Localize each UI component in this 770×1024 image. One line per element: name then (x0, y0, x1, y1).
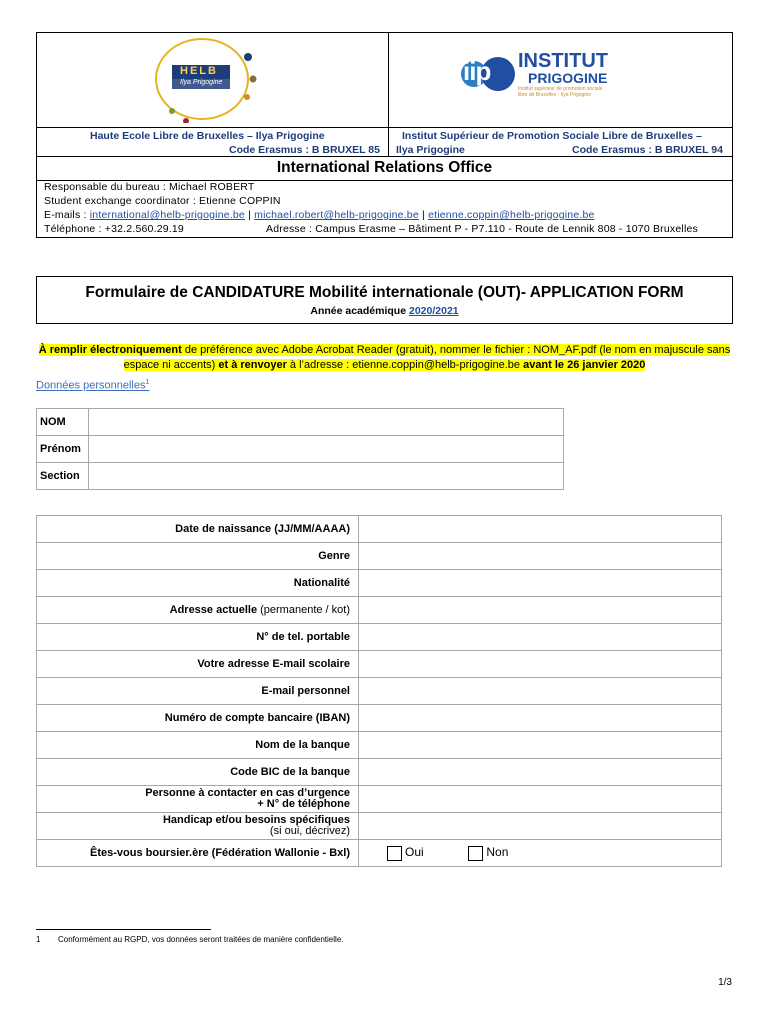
input-banque[interactable] (359, 732, 722, 759)
footnote-ref: 1 (145, 379, 150, 386)
input-iban[interactable] (359, 705, 722, 732)
form-title: Formulaire de CANDIDATURE Mobilité internationale (OUT)- APPLICATION FORM (85, 284, 684, 301)
label-oui: Oui (405, 845, 424, 860)
helb-logo-sub: Ilya Prigogine (180, 79, 223, 86)
responsable: Responsable du bureau : Michael ROBERT (44, 181, 255, 193)
iip-logo-mark: iip (463, 56, 491, 86)
page-number: 1/3 (718, 977, 732, 988)
coordinator: Student exchange coordinator : Etienne COPPIN (44, 195, 281, 207)
label-adresse-text: Adresse actuelle (169, 604, 258, 616)
label-urgence-2: + N° de téléphone (257, 798, 350, 810)
label-banque: Nom de la banque (37, 732, 359, 759)
section-title (36, 379, 149, 392)
label-urgence-1: Personne à contacter en cas d’urgence (145, 787, 350, 799)
label-adresse-extra: (permanente / kot) (257, 604, 350, 616)
emails-prefix: E-mails : (44, 209, 90, 221)
label-bic: Code BIC de la banque (37, 759, 359, 786)
label-section: Section (37, 463, 89, 490)
input-tel[interactable] (359, 624, 722, 651)
identity-table (36, 408, 564, 490)
email-international-link[interactable]: international@helb-prigogine.be (89, 209, 245, 221)
email-separator: | (244, 209, 255, 221)
label-adresse (37, 597, 359, 624)
iip-logo-name: PRIGOGINE (528, 70, 608, 86)
input-email-scolaire[interactable] (359, 651, 722, 678)
iip-name: Institut Supérieur de Promotion Sociale Libre de Bruxelles – (402, 130, 702, 142)
helb-name: Haute Ecole Libre de Bruxelles – Ilya Prigogine (90, 130, 325, 142)
office-title: International Relations Office (276, 159, 493, 176)
input-handicap[interactable] (359, 813, 722, 840)
year-label: Année académique (310, 305, 409, 317)
label-nom: NOM (37, 409, 89, 436)
checkbox-oui[interactable] (387, 846, 402, 861)
helb-code: Code Erasmus : B BRUXEL 85 (229, 144, 380, 156)
input-nom[interactable] (89, 409, 564, 436)
input-prenom[interactable] (89, 436, 564, 463)
identity-row-prenom (37, 436, 564, 463)
label-handicap-1: Handicap et/ou besoins spécifiques (162, 814, 350, 826)
email-separator: | (418, 209, 429, 221)
input-nationalite[interactable] (359, 570, 722, 597)
school-divider (388, 127, 389, 156)
logo-divider (388, 32, 389, 127)
instr-bold-2: et à renvoyer (218, 359, 287, 371)
telephone: Téléphone : +32.2.560.29.19 (44, 223, 184, 235)
footnote-num: 1 (36, 935, 41, 944)
input-date-naissance[interactable] (359, 516, 722, 543)
year-value: 2020/2021 (408, 305, 459, 317)
footnote (36, 935, 343, 944)
label-email-perso: E-mail personnel (37, 678, 359, 705)
iip-code: Code Erasmus : B BRUXEL 94 (572, 144, 723, 156)
instr-bold-1: À remplir électroniquement (38, 344, 182, 356)
label-iban: Numéro de compte bancaire (IBAN) (37, 705, 359, 732)
iip-name-2: Ilya Prigogine (396, 144, 465, 156)
helb-logo-text: HELB (180, 65, 218, 77)
label-genre: Genre (37, 543, 359, 570)
label-prenom: Prénom (37, 436, 89, 463)
academic-year (36, 305, 733, 317)
input-adresse[interactable] (359, 597, 722, 624)
iip-logo-tagline: Institut supérieur de promotion sociale libre de Bruxelles - Ilya Prigogine (518, 86, 603, 98)
label-non: Non (486, 845, 509, 860)
identity-row-nom (37, 409, 564, 436)
label-boursier: Êtes-vous boursier.ère (Fédération Wallonie - Bxl) (37, 840, 359, 867)
address: Adresse : Campus Erasme – Bâtiment P - P7.110 - Route de Lennik 808 - 1070 Bruxelles (266, 223, 698, 235)
instr-text-1: de préférence avec Adobe Acrobat Reader (gratuit), nommer le fichier : NOM_AF.pdf (le nom en majuscule sans espace ni accents) (123, 344, 731, 371)
iip-logo-title: INSTITUT (518, 50, 608, 72)
instr-deadline: avant le 26 janvier 2020 (523, 359, 646, 371)
footnote-text: Conformément au RGPD, vos données seront traitées de manière confidentielle. (58, 935, 344, 944)
email-coppin-link[interactable]: etienne.coppin@helb-prigogine.be (428, 209, 595, 221)
section-title-text: Données personnelles (36, 379, 146, 392)
label-urgence (37, 786, 359, 813)
input-genre[interactable] (359, 543, 722, 570)
logo-bottom-line (36, 127, 733, 128)
input-section[interactable] (89, 463, 564, 490)
instr-text-2: à l’adresse : etienne.coppin@helb-prigogine.be (286, 359, 524, 371)
label-email-scolaire: Votre adresse E-mail scolaire (37, 651, 359, 678)
label-date-naissance: Date de naissance (JJ/MM/AAAA) (37, 516, 359, 543)
details-table (36, 515, 722, 867)
identity-row-section (37, 463, 564, 490)
email-robert-link[interactable]: michael.robert@helb-prigogine.be (254, 209, 419, 221)
footnote-divider (36, 929, 211, 930)
boursier-options (359, 840, 722, 867)
checkbox-non[interactable] (468, 846, 483, 861)
label-handicap (37, 813, 359, 840)
input-bic[interactable] (359, 759, 722, 786)
label-nationalite: Nationalité (37, 570, 359, 597)
instructions (36, 343, 733, 373)
label-handicap-2: (si oui, décrivez) (269, 825, 350, 837)
emails-line (44, 208, 595, 223)
input-email-perso[interactable] (359, 678, 722, 705)
label-tel: N° de tel. portable (37, 624, 359, 651)
input-urgence[interactable] (359, 786, 722, 813)
